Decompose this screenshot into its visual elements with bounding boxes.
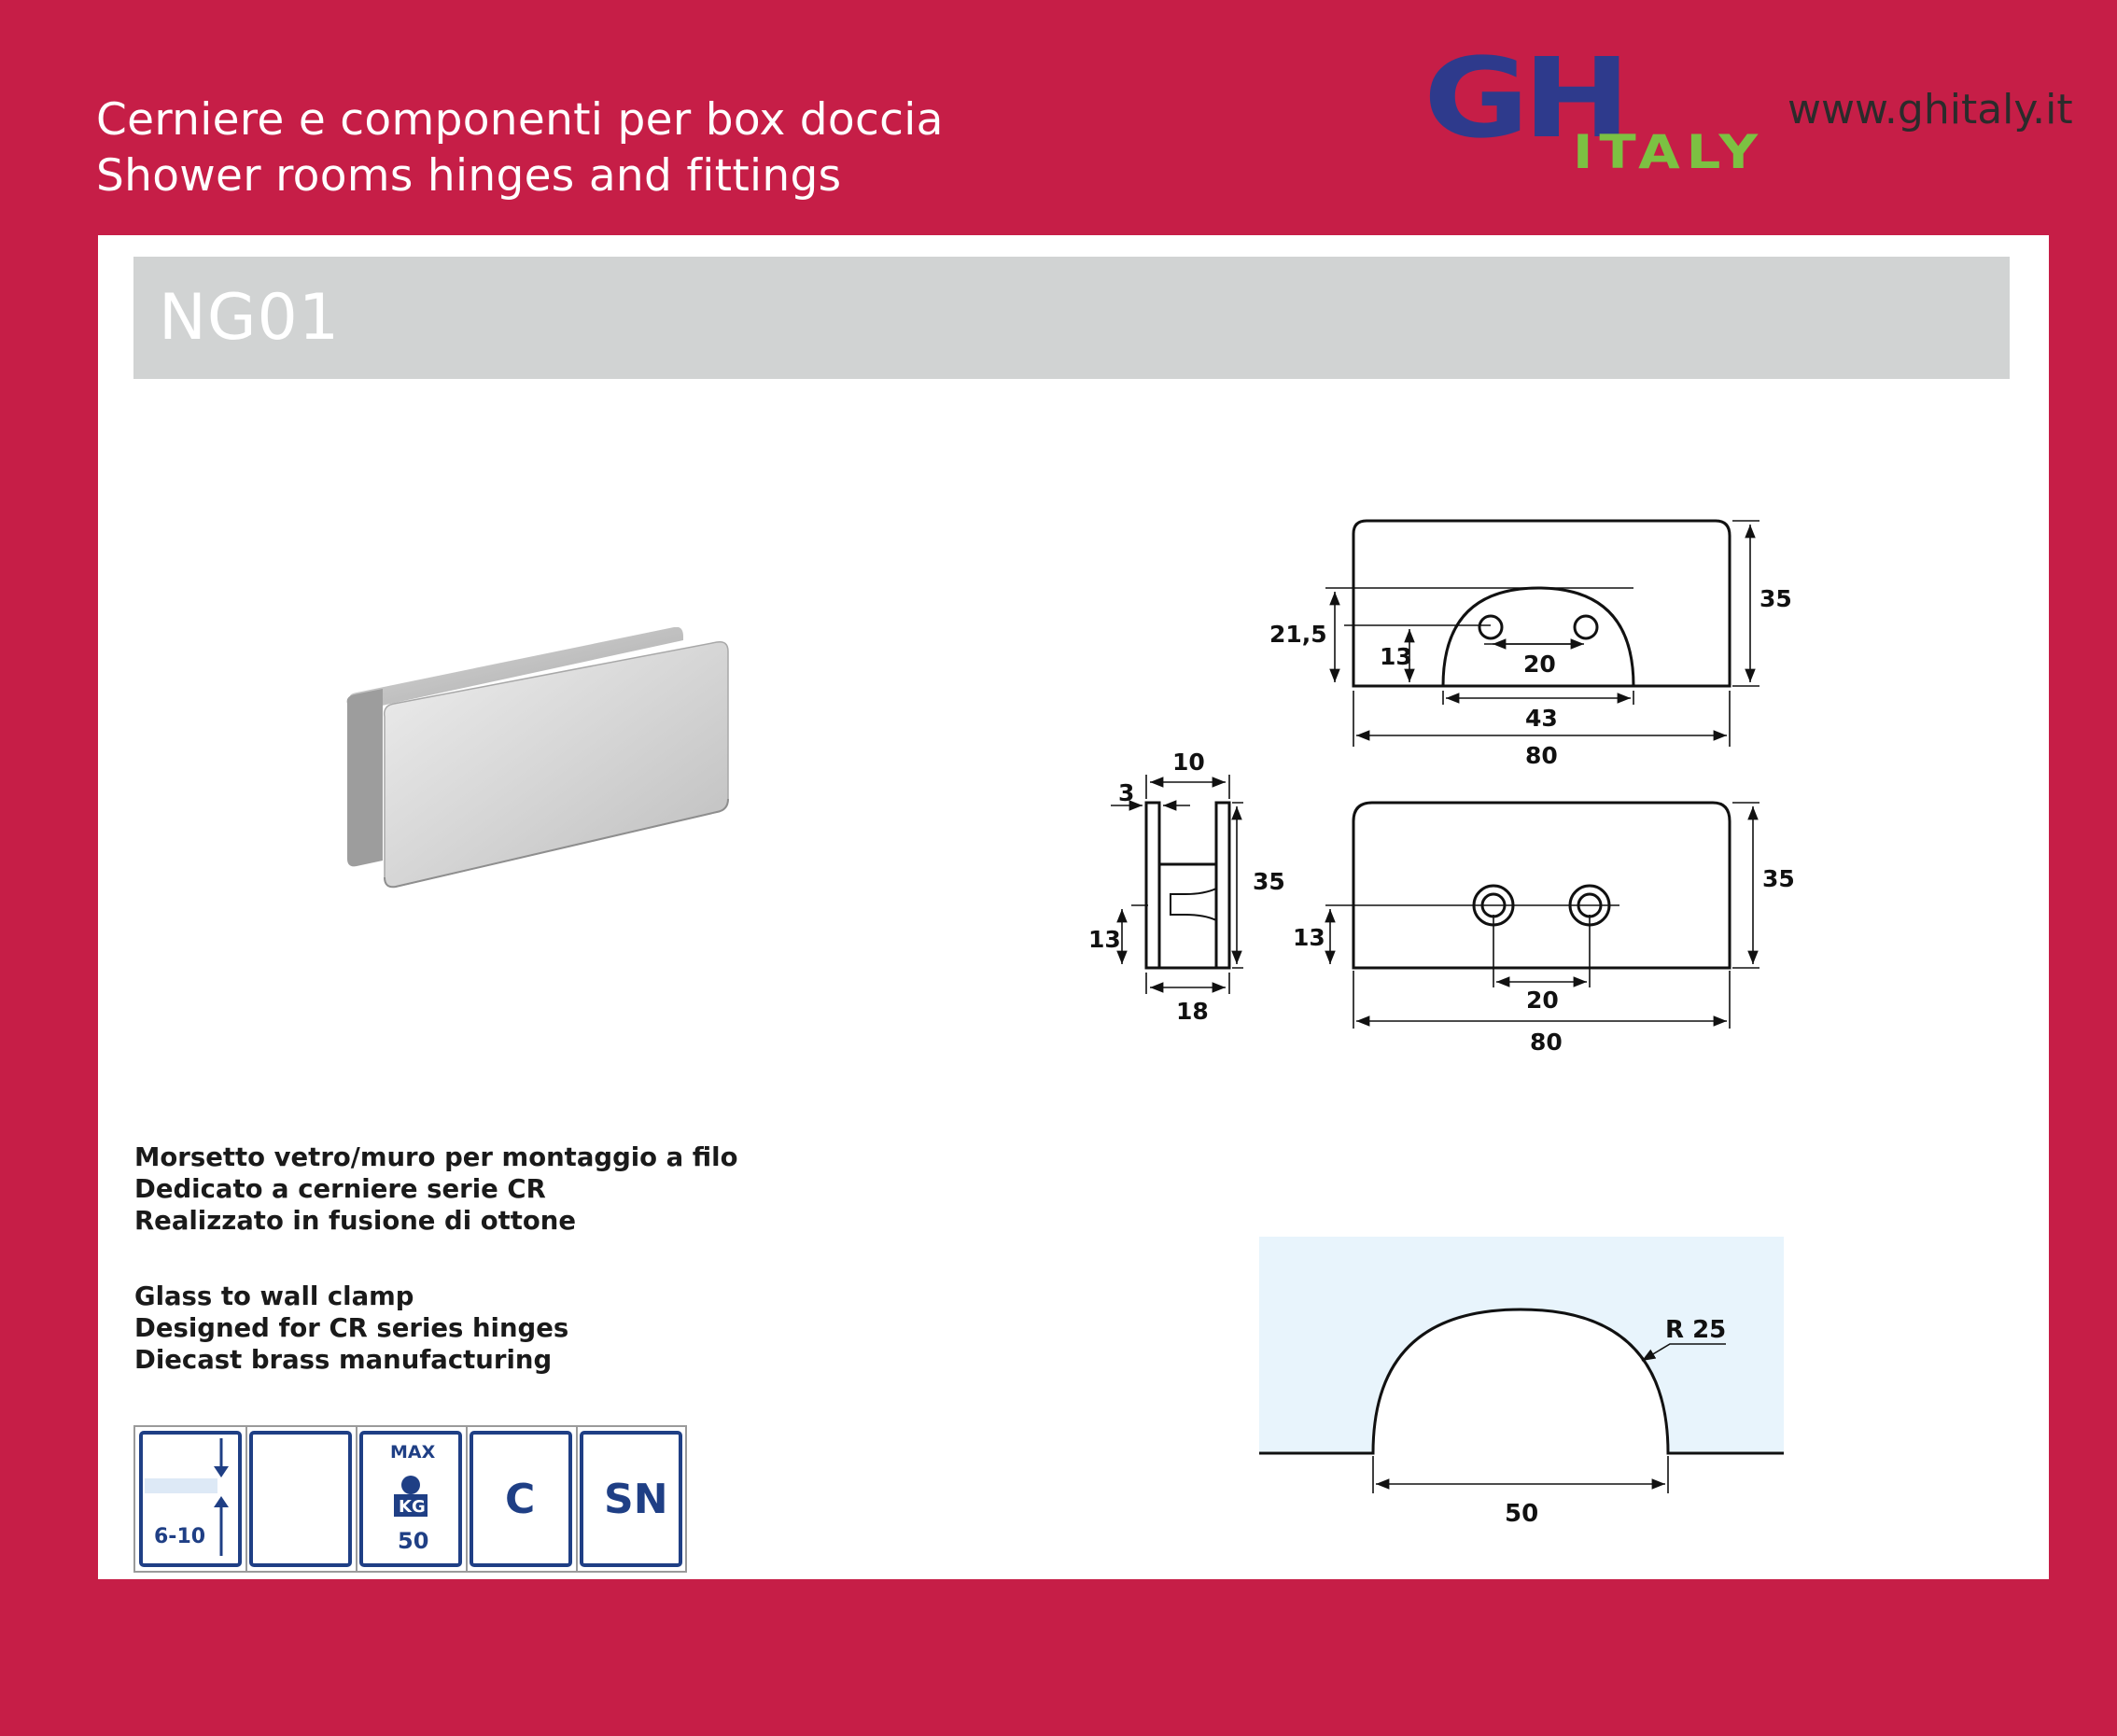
dim-front-width: 80 <box>1530 1029 1563 1056</box>
header-title-english: Shower rooms hinges and fittings <box>96 150 842 202</box>
max-label: MAX <box>390 1442 436 1463</box>
desc-en-line: Glass to wall clamp <box>134 1281 414 1311</box>
dim-side-depth: 18 <box>1176 998 1209 1025</box>
desc-it-line: Morsetto vetro/muro per montaggio a filo <box>134 1142 738 1172</box>
glass-range: 6-10 <box>154 1525 206 1548</box>
dim-side-thin: 3 <box>1118 779 1135 806</box>
arc-profile-drawing <box>1259 1237 1784 1535</box>
dim-side-top: 10 <box>1172 749 1205 776</box>
description-italian <box>134 1141 737 1237</box>
dim-side-height: 35 <box>1253 868 1285 895</box>
dim-front-holes-height: 13 <box>1293 924 1325 951</box>
dim-front-hole-spacing: 20 <box>1526 987 1559 1014</box>
logo-sub: ITALY <box>1573 125 1764 175</box>
product-code: NG01 <box>159 281 341 355</box>
desc-en-line: Designed for CR series hinges <box>134 1313 569 1343</box>
dim-top-hole-spacing: 20 <box>1523 651 1556 678</box>
dim-top-width: 80 <box>1525 742 1558 769</box>
website-link[interactable]: www.ghitaly.it <box>1788 86 2073 133</box>
product-code-band <box>133 257 2010 379</box>
desc-it-line: Realizzato in fusione di ottone <box>134 1206 577 1236</box>
description-english <box>134 1281 568 1376</box>
product-photo <box>336 627 737 898</box>
gh-italy-logo[interactable] <box>1423 54 1769 175</box>
finish-c: C <box>505 1476 536 1523</box>
dim-side-holes-height: 13 <box>1088 926 1121 953</box>
kg-label: KG <box>399 1497 426 1517</box>
dim-front-height: 35 <box>1762 865 1795 892</box>
technical-drawing <box>1073 504 1895 1083</box>
header-title-italian: Cerniere e componenti per box doccia <box>96 94 944 146</box>
profile-width: 50 <box>1505 1500 1539 1528</box>
desc-it-line: Dedicato a cerniere serie CR <box>134 1174 546 1204</box>
dim-top-height: 35 <box>1759 585 1792 612</box>
max-load: 50 <box>398 1528 429 1554</box>
finish-sn: SN <box>604 1476 668 1523</box>
dim-arc-height: 21,5 <box>1269 621 1327 648</box>
logo-letters: GH <box>1423 54 1624 162</box>
dim-arc-width: 43 <box>1525 705 1558 732</box>
profile-radius: R 25 <box>1665 1316 1727 1344</box>
feature-icons <box>133 1425 687 1573</box>
desc-en-line: Diecast brass manufacturing <box>134 1345 553 1375</box>
dim-top-holes-height: 13 <box>1380 643 1412 670</box>
